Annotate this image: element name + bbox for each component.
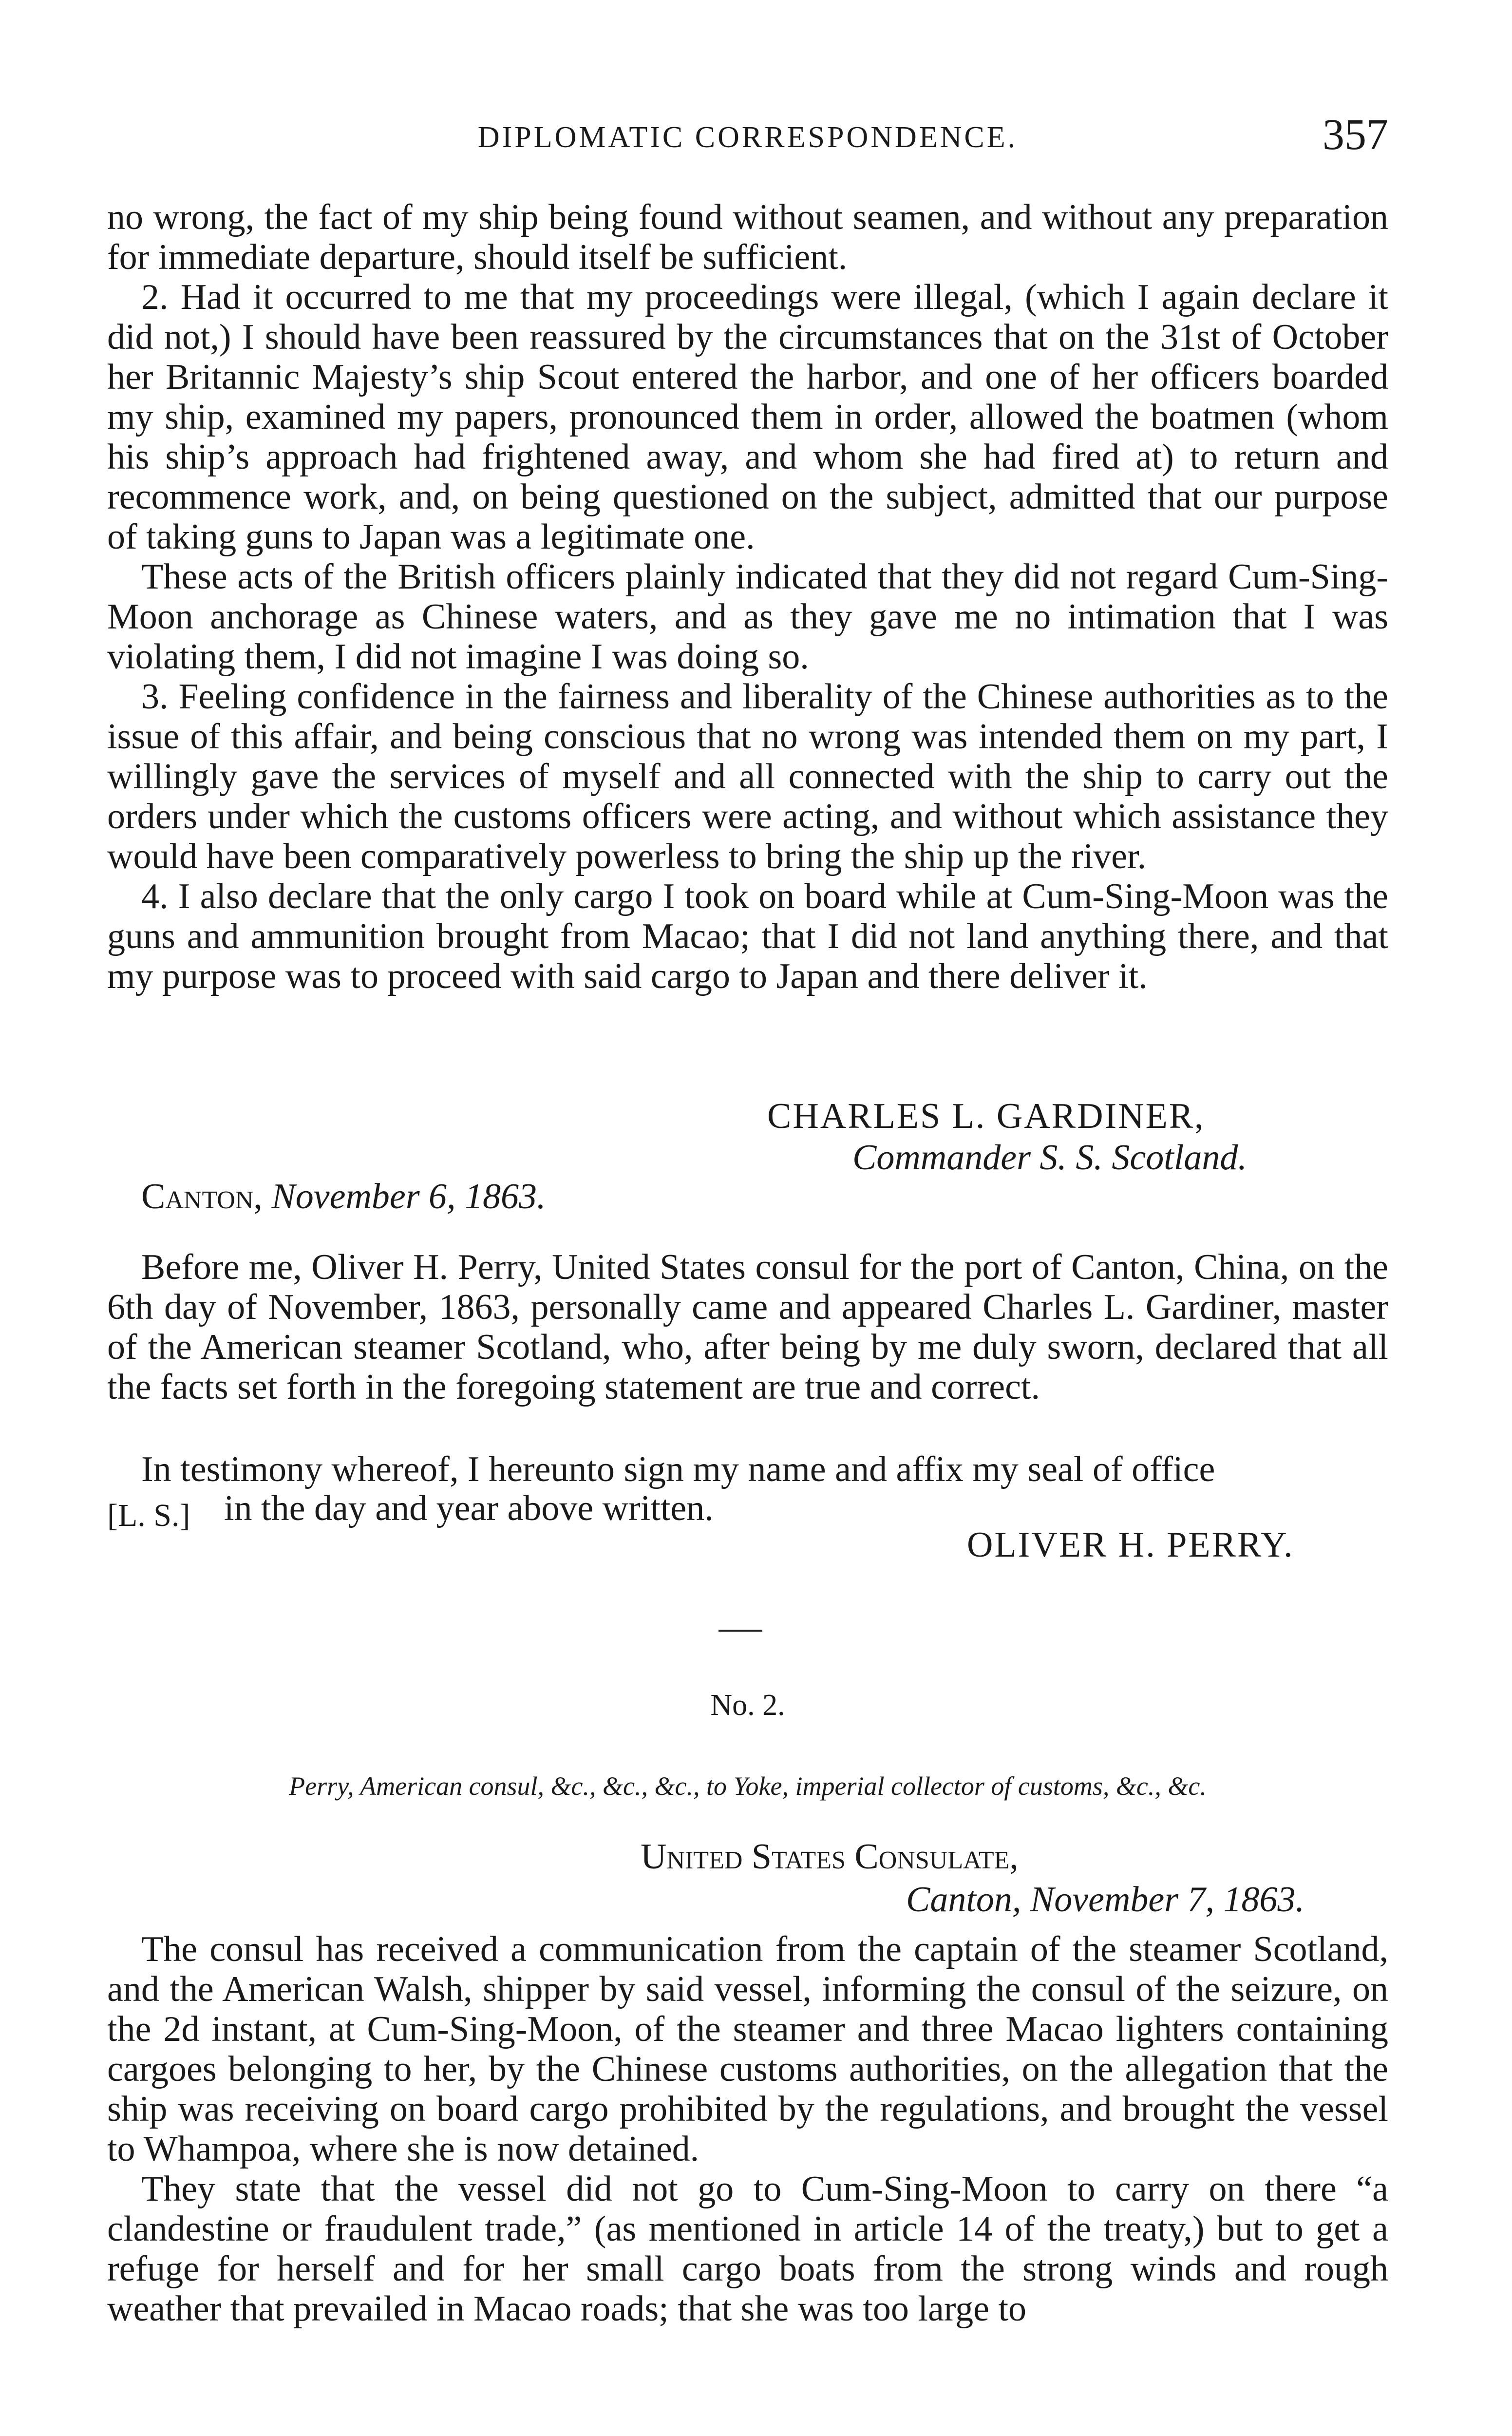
dateline xyxy=(141,1177,546,1217)
affidavit-body xyxy=(107,1247,1388,1407)
paragraph: They state that the vessel did not go to Cum-Sing-Moon to carry on there “a clandestine or fraudulent trade,” (as mentioned in article 14 of the treaty,) but to get a refuge for herself and for her small cargo boats from the strong winds and rough weather that prevailed in Macao roads; that she was too large to xyxy=(107,2169,1388,2329)
signature-name: CHARLES L. GARDINER, xyxy=(767,1096,1205,1136)
section1-body xyxy=(107,197,1388,996)
dateline-date: November 6, 1863. xyxy=(271,1177,546,1217)
signature-title: Commander S. S. Scotland. xyxy=(852,1138,1247,1178)
page-number: 357 xyxy=(1323,111,1388,159)
paragraph: The consul has received a communication from the captain of the steamer Scotland, and the American Walsh, shipper by said vessel, informing the consul of the seizure, on the 2d instant, at Cum-Sing-Moon, of the steamer and three Macao lighters containing cargoes belonging to her, by the Chinese customs authorities, on the allegation that the ship was receiving on board cargo prohibited by the regulations, and brought the vessel to Whampoa, where she is now detained. xyxy=(107,1929,1388,2169)
letter-place-date: Canton, November 7, 1863. xyxy=(906,1880,1305,1920)
paragraph: 3. Feeling confidence in the fairness and liberality of the Chinese authorities as to the issue of this affair, and being conscious that no wrong was intended them on my part, I willingly gave the services of myself and all connected with the ship to carry out the orders under which the customs officers were acting, and without which assistance they would have been comparatively powerless to bring the ship up the river. xyxy=(107,677,1388,876)
letter-body xyxy=(107,1929,1388,2329)
section-divider xyxy=(718,1630,762,1632)
testimony-line-2: in the day and year above written. xyxy=(224,1488,714,1528)
testimony-line: In testimony whereof, I hereunto sign my name and affix my seal of office xyxy=(141,1449,1215,1489)
document-number: No. 2. xyxy=(710,1689,785,1722)
paragraph: These acts of the British officers plainly indicated that they did not regard Cum-Sing-Moon anchorage as Chinese waters, and as they gave me no intimation that I was violating them, I did not imagine I was doing so. xyxy=(107,557,1388,677)
page-header xyxy=(107,110,1388,163)
paragraph: Before me, Oliver H. Perry, United States consul for the port of Canton, China, on the 6th day of November, 1863, personally came and appeared Charles L. Gardiner, master of the American steamer Scotland, who, after being by me duly sworn, declared that all the facts set forth in the foregoing statement are true and correct. xyxy=(107,1247,1388,1407)
consul-signature: OLIVER H. PERRY. xyxy=(967,1525,1294,1565)
letter-heading: United States Consulate, xyxy=(641,1837,1019,1877)
paragraph: no wrong, the fact of my ship being found without seamen, and without any preparation for immediate departure, should itself be sufficient. xyxy=(107,197,1388,277)
seal-mark: [L. S.] xyxy=(107,1498,190,1533)
dateline-place: Canton, xyxy=(141,1177,263,1217)
paragraph: 2. Had it occurred to me that my proceedings were illegal, (which I again declare it did not,) I should have been reassured by the circumstances that on the 31st of October her Britannic Majesty’s ship Scout entered the harbor, and one of her officers boarded my ship, examined my papers, pronounced them in order, allowed the boatmen (whom his ship’s approach had frightened away, and whom she had fired at) to return and recommence work, and, on being questioned on the subject, admitted that our purpose of taking guns to Japan was a legitimate one. xyxy=(107,277,1388,557)
running-head: DIPLOMATIC CORRESPONDENCE. xyxy=(477,121,1018,154)
document-caption: Perry, American consul, &c., &c., &c., to Yoke, imperial collector of customs, &c., &c. xyxy=(289,1771,1207,1801)
paragraph: 4. I also declare that the only cargo I took on board while at Cum-Sing-Moon was the guns and ammunition brought from Macao; that I did not land anything there, and that my purpose was to proceed with said cargo to Japan and there deliver it. xyxy=(107,876,1388,996)
